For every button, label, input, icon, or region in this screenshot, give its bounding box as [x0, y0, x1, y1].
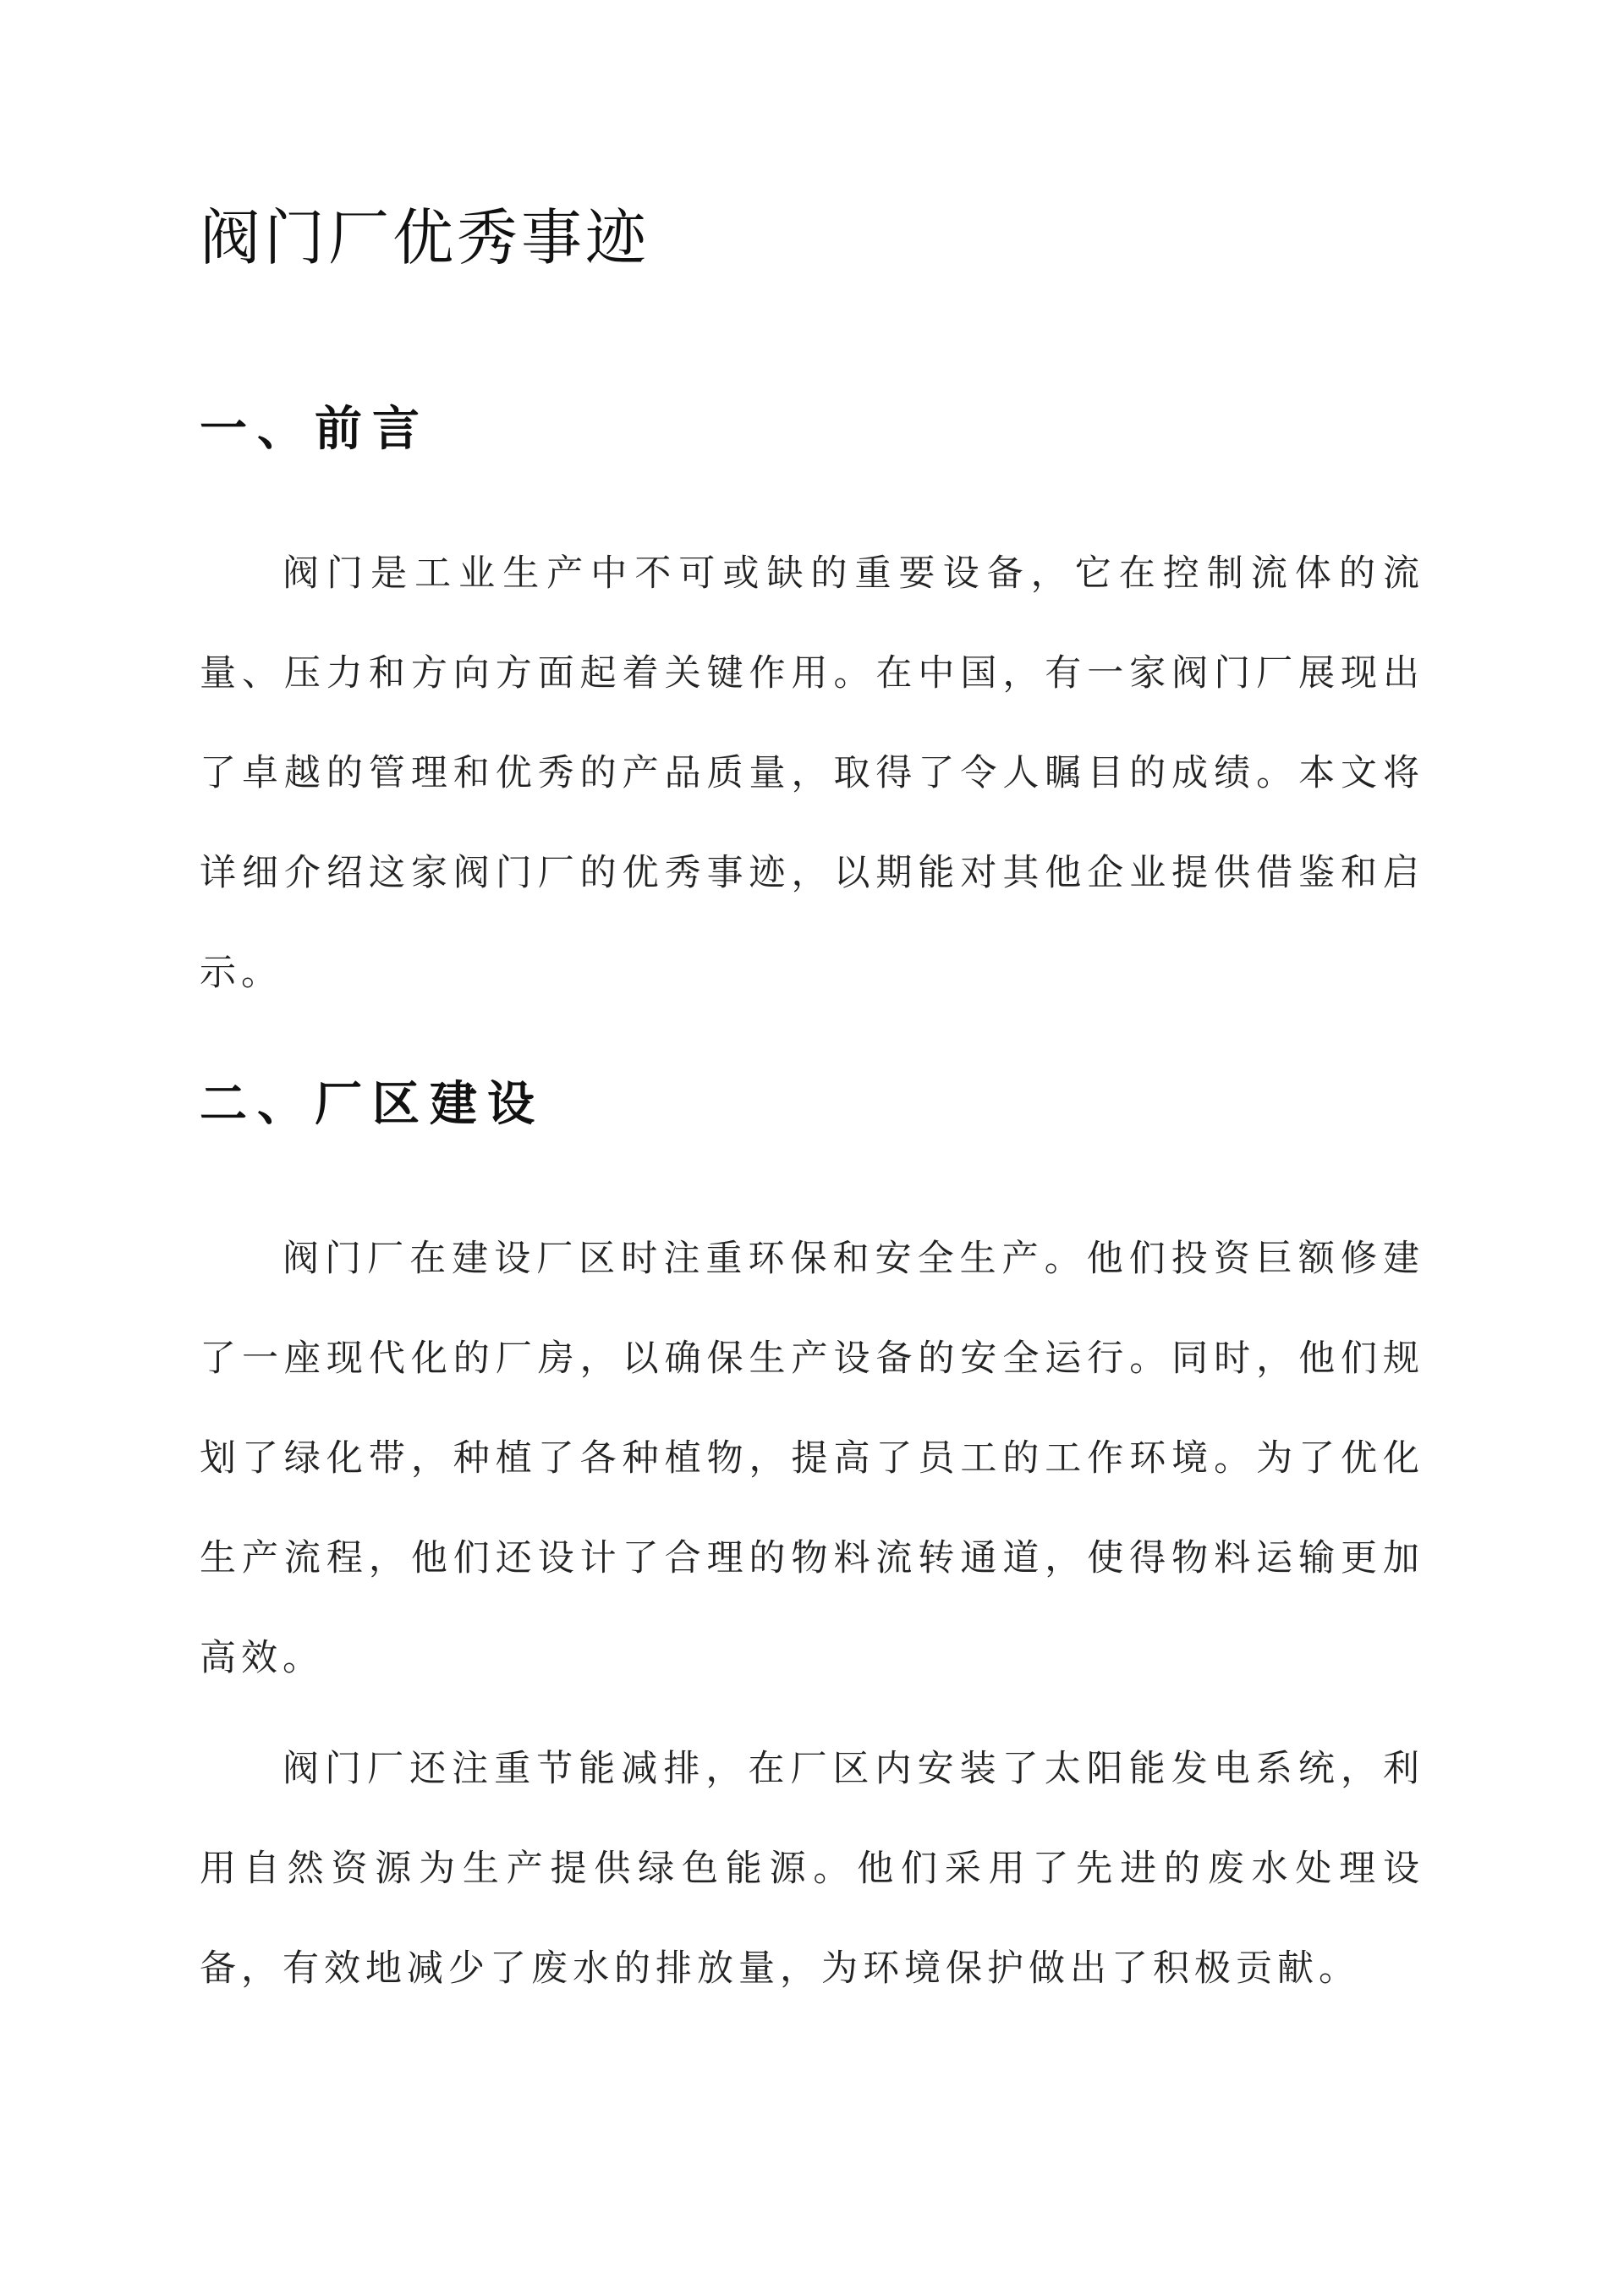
paragraph-plant-construction-1: 阀门厂在建设厂区时注重环保和安全生产。他们投资巨额修建了一座现代化的厂房，以确保生产设备的安全运行。同时，他们规划了绿化带，种植了各种植物，提高了员工的工作环境。为了优化生产流程，他们还设计了合理的物料流转通道，使得物料运输更加高效。 — [200, 1238, 1424, 1679]
paragraph-plant-construction-2: 阀门厂还注重节能减排，在厂区内安装了太阳能发电系统，利用自然资源为生产提供绿色能源。他们采用了先进的废水处理设备，有效地减少了废水的排放量，为环境保护做出了积极贡献。 — [200, 1748, 1424, 1990]
section-heading-plant-construction: 二、厂区建设 — [200, 1077, 545, 1132]
paragraph-preface: 阀门是工业生产中不可或缺的重要设备，它在控制流体的流量、压力和方向方面起着关键作用。在中国，有一家阀门厂展现出了卓越的管理和优秀的产品质量，取得了令人瞩目的成绩。本文将详细介绍这家阀门厂的优秀事迹，以期能对其他企业提供借鉴和启示。 — [200, 552, 1424, 994]
section-heading-preface: 一、前言 — [200, 402, 430, 457]
document-title: 阀门厂优秀事迹 — [200, 202, 650, 273]
